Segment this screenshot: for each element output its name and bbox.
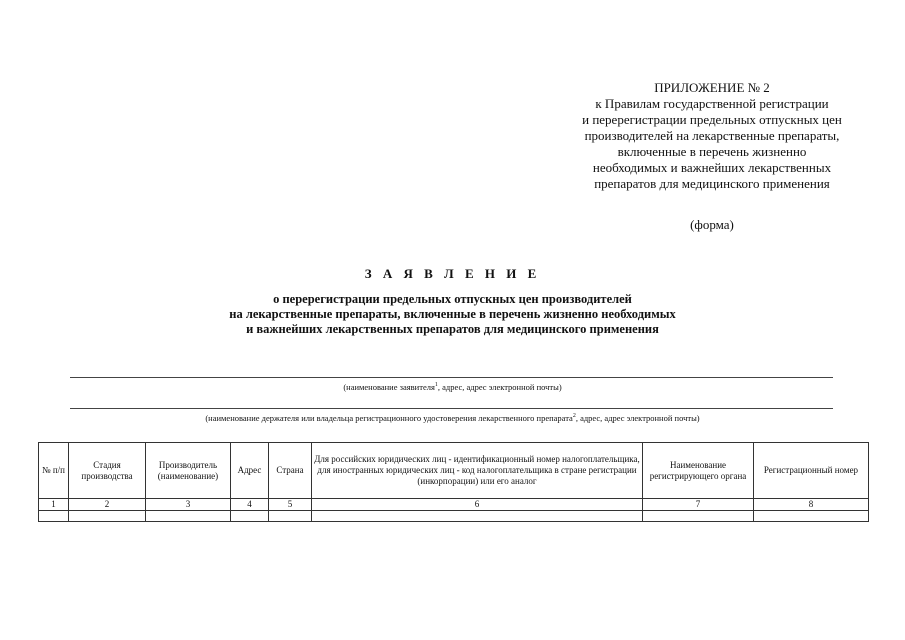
applicant-fill-line[interactable] <box>70 377 833 378</box>
footnote-ref-1: 1 <box>434 382 438 388</box>
applicant-caption-text: (наименование заявителя <box>343 381 435 392</box>
column-number: 6 <box>312 499 643 511</box>
annex-line: и перерегистрации предельных отпускных цен <box>582 112 842 127</box>
header-registration-number: Регистрационный номер <box>754 443 869 499</box>
annex-line: препаратов для медицинского применения <box>594 176 830 191</box>
manufacturers-table <box>38 442 869 522</box>
annex-line: включенные в перечень жизненно <box>617 144 807 159</box>
annex-line: к Правилам государственной регистрации <box>595 96 829 111</box>
applicant-caption-text-end: , адрес, адрес электронной почты) <box>437 381 562 392</box>
subtitle-line: о перерегистрации предельных отпускных цен производителей <box>273 292 632 306</box>
column-number: 2 <box>69 499 146 511</box>
table-cell[interactable] <box>269 511 312 522</box>
table-cell[interactable] <box>231 511 269 522</box>
column-number: 5 <box>269 499 312 511</box>
footnote-ref-2: 2 <box>572 413 576 419</box>
applicant-caption <box>0 380 905 392</box>
annex-header <box>555 80 869 192</box>
table-cell[interactable] <box>312 511 643 522</box>
column-number: 4 <box>231 499 269 511</box>
header-country: Страна <box>269 443 312 499</box>
table-row[interactable] <box>39 511 869 522</box>
header-manufacturer: Производитель (наименование) <box>146 443 231 499</box>
column-number: 3 <box>146 499 231 511</box>
table-cell[interactable] <box>39 511 69 522</box>
header-number: № п/п <box>39 443 69 499</box>
subtitle-line: и важнейших лекарственных препаратов для медицинского применения <box>246 322 659 336</box>
column-number-row <box>39 499 869 511</box>
holder-caption-text-end: , адрес, адрес электронной почты) <box>575 412 700 423</box>
form-label: (форма) <box>690 217 734 232</box>
header-stage: Стадия производства <box>69 443 146 499</box>
table-cell[interactable] <box>69 511 146 522</box>
document-title: З А Я В Л Е Н И Е <box>364 266 541 281</box>
annex-line: необходимых и важнейших лекарственных <box>592 160 832 175</box>
header-address: Адрес <box>231 443 269 499</box>
table-cell[interactable] <box>643 511 754 522</box>
document-subtitle <box>0 292 905 337</box>
header-tax-id: Для российских юридических лиц - идентификационный номер налогоплательщика, для иностранных юридических лиц - код налогоплательщика в стране регистрации (инкорпорации) или его аналог <box>312 443 643 499</box>
table-cell[interactable] <box>146 511 231 522</box>
header-registering-body: Наименование регистрирующего органа <box>643 443 754 499</box>
table-header-row <box>39 443 869 499</box>
holder-fill-line[interactable] <box>70 408 833 409</box>
subtitle-line: на лекарственные препараты, включенные в перечень жизненно необходимых <box>229 307 676 321</box>
holder-caption <box>0 411 905 423</box>
annex-line: производителей на лекарственные препараты, <box>584 128 840 143</box>
column-number: 1 <box>39 499 69 511</box>
column-number: 8 <box>754 499 869 511</box>
holder-caption-text: (наименование держателя или владельца регистрационного удостоверения лекарственного препарата <box>205 412 573 423</box>
column-number: 7 <box>643 499 754 511</box>
annex-line: ПРИЛОЖЕНИЕ № 2 <box>654 80 770 95</box>
table-cell[interactable] <box>754 511 869 522</box>
